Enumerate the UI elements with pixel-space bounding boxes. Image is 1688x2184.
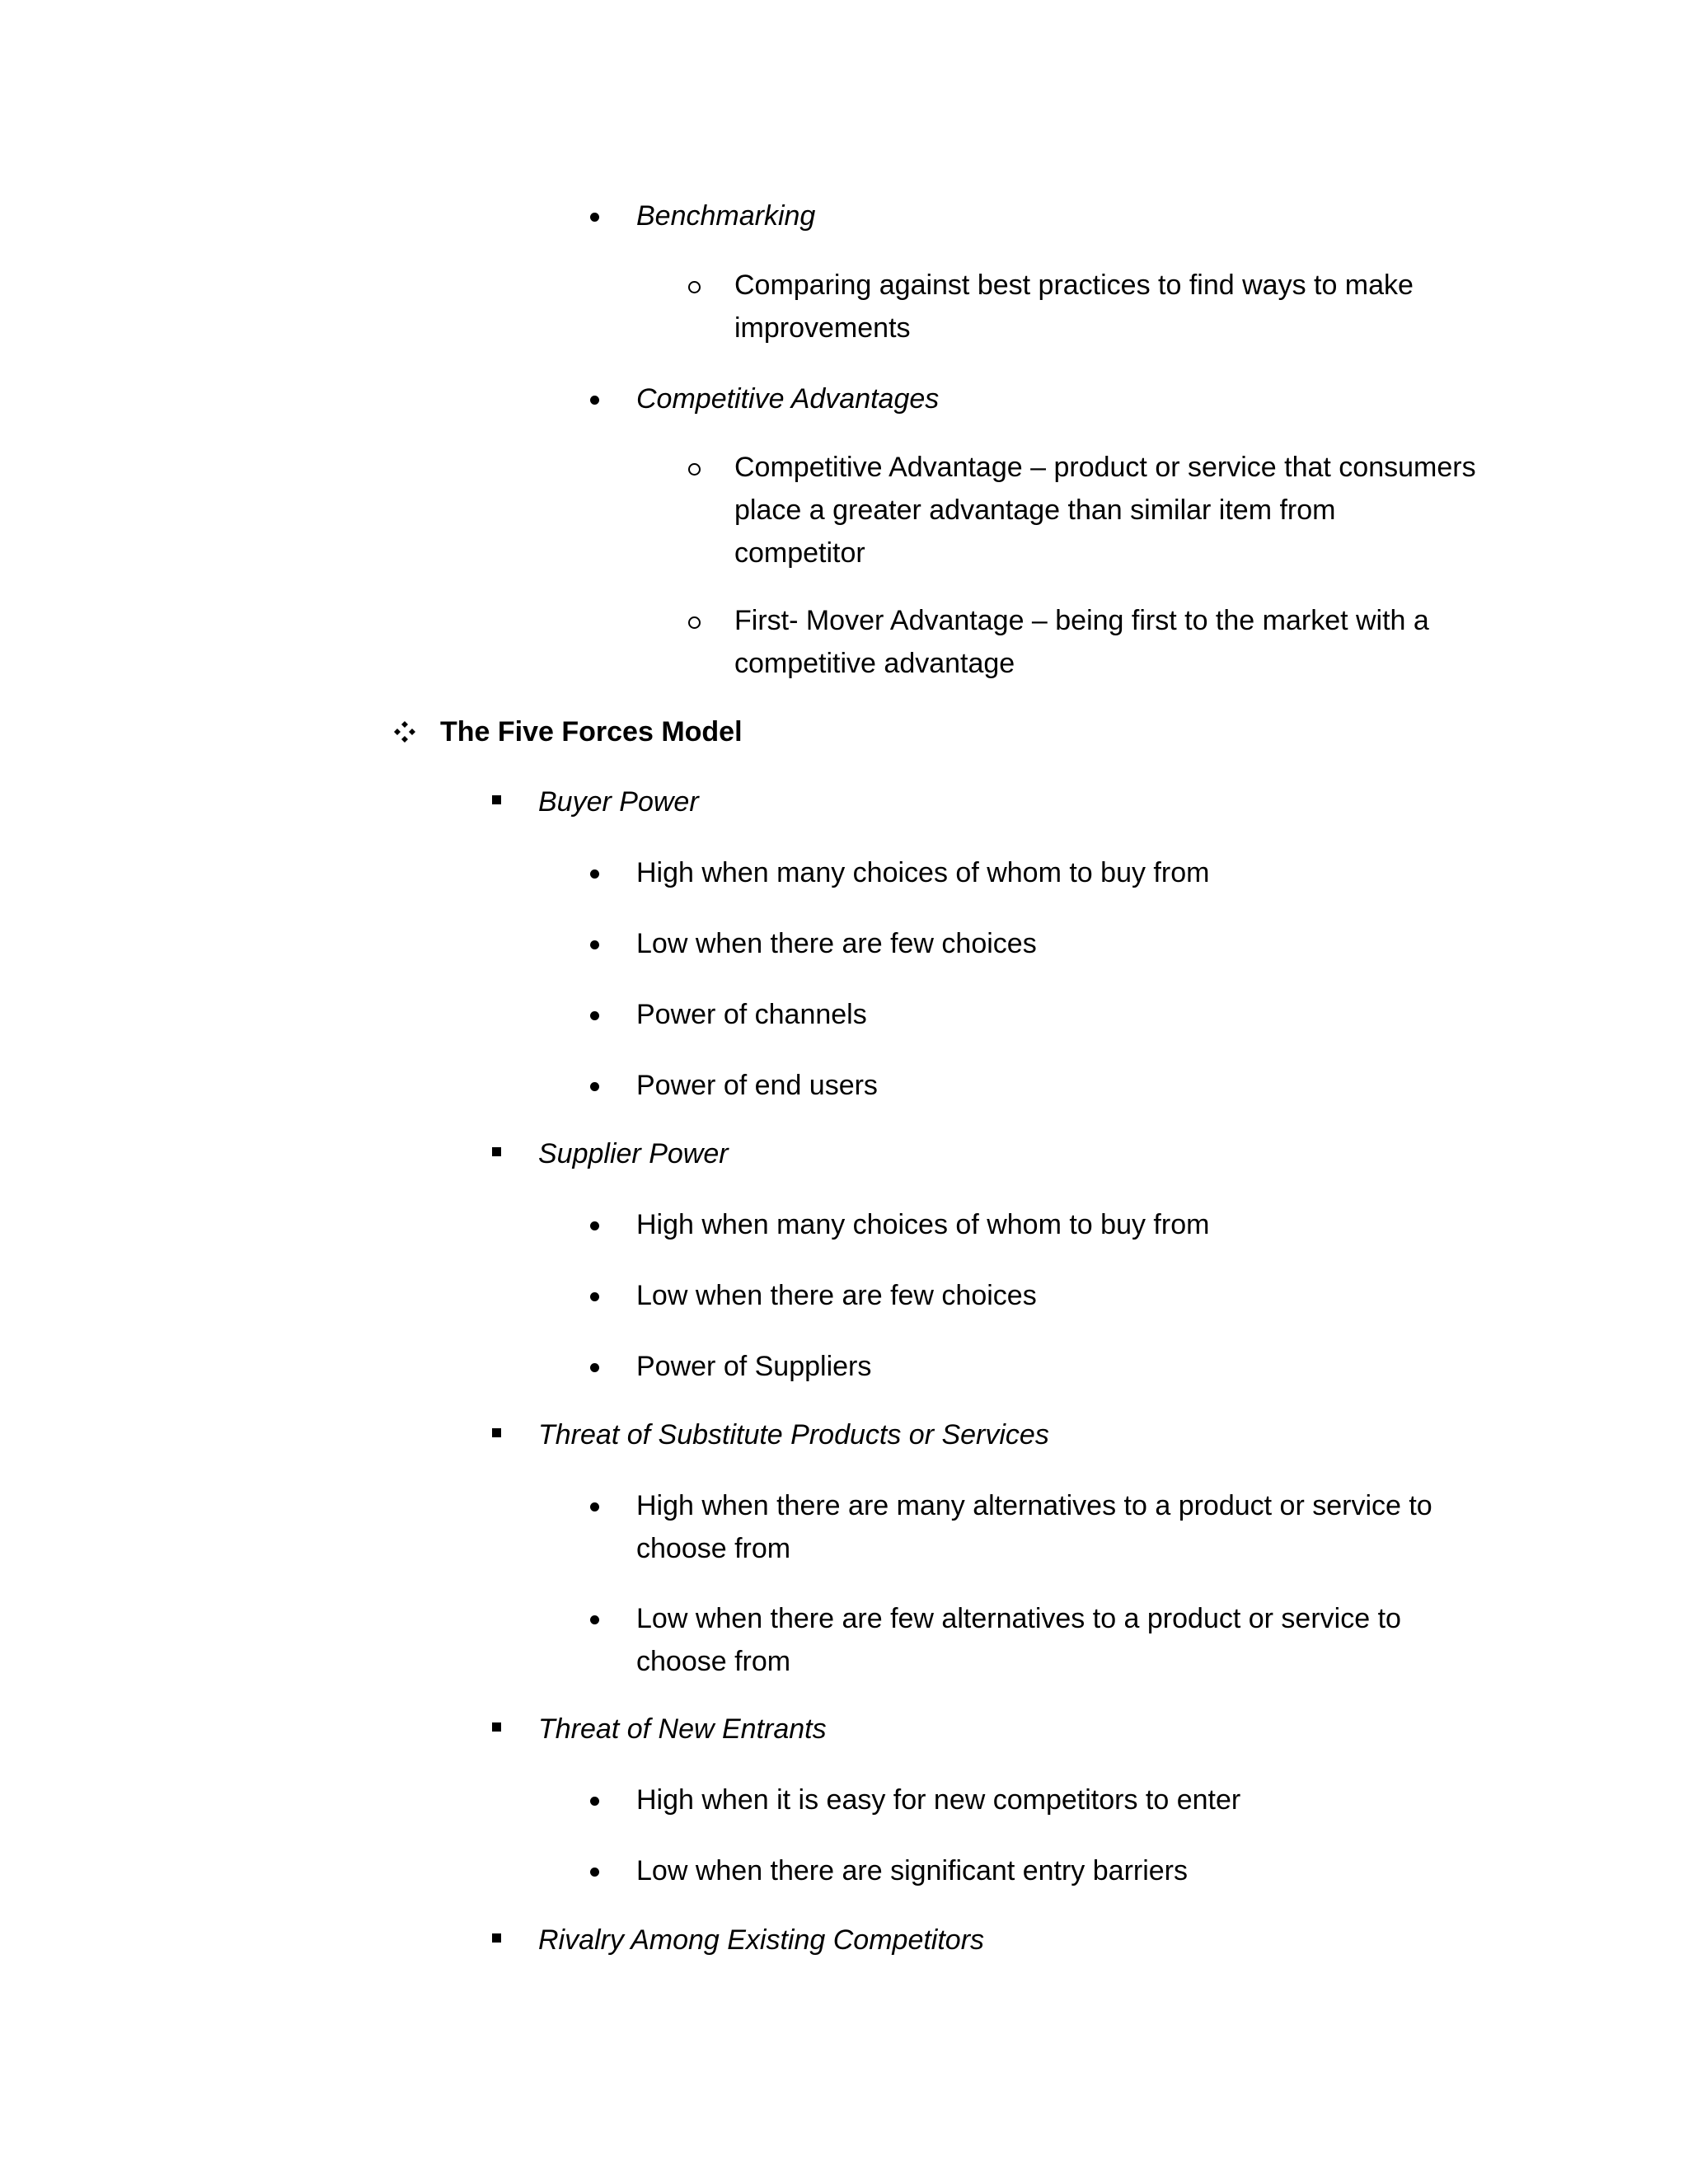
list-item-text: competitive advantage (734, 648, 1015, 679)
list-item-text: Low when there are significant entry barriers (636, 1855, 1188, 1886)
list-item-text: Low when there are few choices (636, 928, 1037, 959)
bullet-dot (590, 869, 599, 879)
list-item-text: Low when there are few choices (636, 1280, 1037, 1311)
list-item-text: place a greater advantage than similar item from (734, 494, 1336, 526)
four-diamond-icon (393, 720, 416, 743)
list-item-text: choose from (636, 1646, 791, 1677)
bullet-square (492, 1722, 501, 1732)
bullet-dot (590, 1082, 599, 1091)
bullet-square (492, 1147, 501, 1156)
bullet-ring (688, 463, 701, 476)
bullet-dot (590, 1615, 599, 1624)
bullet-dot (590, 1221, 599, 1230)
section-heading-five-forces: The Five Forces Model (440, 716, 743, 748)
bullet-dot (590, 940, 599, 949)
list-item-rivalry: Rivalry Among Existing Competitors (538, 1924, 985, 1956)
list-item-text: competitor (734, 537, 865, 569)
list-item-text: High when many choices of whom to buy from (636, 857, 1210, 888)
list-item-new-entrants: Threat of New Entrants (538, 1713, 827, 1745)
list-item-text: Low when there are few alternatives to a product or service to (636, 1603, 1401, 1634)
bullet-dot (590, 1868, 599, 1877)
list-item-substitutes: Threat of Substitute Products or Services (538, 1419, 1049, 1451)
bullet-ring (688, 281, 701, 293)
list-item-text: Comparing against best practices to find ways to make (734, 269, 1414, 301)
bullet-dot (590, 1797, 599, 1806)
bullet-dot (590, 213, 599, 222)
list-item-text: First- Mover Advantage – being first to the market with a (734, 605, 1429, 636)
list-item-text: choose from (636, 1533, 791, 1564)
list-item-buyer-power: Buyer Power (538, 786, 699, 818)
list-item-competitive-advantages: Competitive Advantages (636, 383, 940, 415)
list-item-text: Power of end users (636, 1070, 878, 1101)
bullet-dot (590, 1011, 599, 1020)
bullet-square (492, 1428, 501, 1437)
bullet-square (492, 795, 501, 804)
bullet-square (492, 1933, 501, 1943)
list-item-text: High when it is easy for new competitors to enter (636, 1784, 1241, 1816)
list-item-text: improvements (734, 312, 911, 344)
bullet-dot (590, 1363, 599, 1372)
list-item-supplier-power: Supplier Power (538, 1138, 729, 1169)
bullet-dot (590, 1502, 599, 1511)
list-item-text: High when there are many alternatives to a product or service to (636, 1490, 1432, 1521)
list-item-benchmarking: Benchmarking (636, 200, 816, 232)
bullet-ring (688, 616, 701, 629)
list-item-text: High when many choices of whom to buy from (636, 1209, 1210, 1240)
list-item-text: Power of channels (636, 999, 867, 1030)
list-item-text: Power of Suppliers (636, 1351, 872, 1382)
list-item-text: Competitive Advantage – product or service that consumers (734, 452, 1476, 483)
bullet-dot (590, 1292, 599, 1301)
bullet-dot (590, 396, 599, 405)
